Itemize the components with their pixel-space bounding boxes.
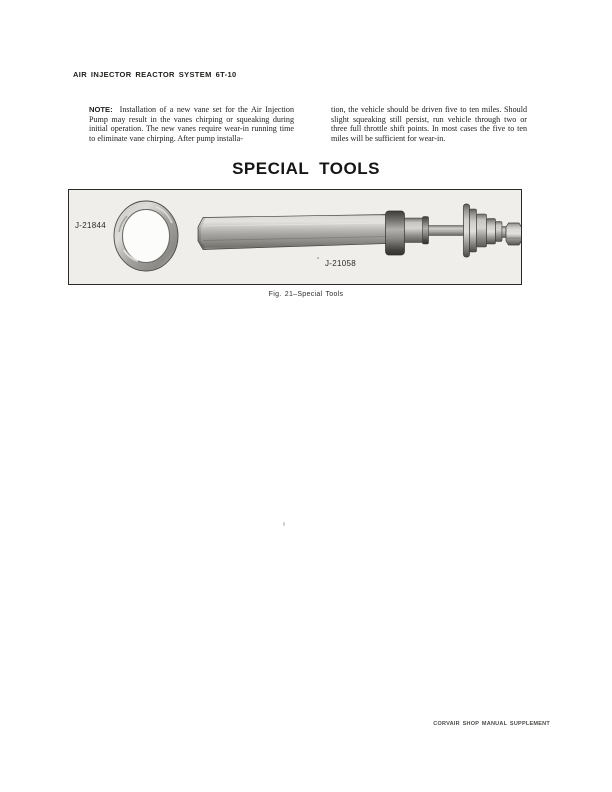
note-text-left: Installation of a new vane set for the Air Injection Pump may result in the vanes chirping or squeaking during initial operation. The new vanes require wear-in running time to eliminate vane chirping. After pump installa-	[89, 105, 294, 143]
running-header: AIR INJECTOR REACTOR SYSTEM 6T-10	[73, 70, 237, 79]
section-title: SPECIAL TOOLS	[232, 159, 380, 178]
print-artifact	[283, 522, 285, 526]
note-column-left	[89, 105, 294, 143]
note-column-right	[331, 105, 527, 143]
tool-label-j21844: J-21844	[75, 221, 107, 230]
note-text-right: tion, the vehicle should be driven five to ten miles. Should slight squeaking still persist, run vehicle through two or three full throttle shift points. In most cases the five to ten miles will be sufficient for wear-in.	[331, 105, 527, 143]
figure-caption: Fig. 21–Special Tools	[268, 291, 344, 298]
note-label: NOTE:	[89, 105, 113, 115]
tool-label-j21058: J-21058	[325, 259, 357, 268]
special-tools-figure	[68, 189, 522, 285]
page-footer: CORVAIR SHOP MANUAL SUPPLEMENT	[433, 721, 550, 727]
tools-photo	[69, 190, 521, 284]
ring-tool-illustration	[114, 201, 178, 271]
